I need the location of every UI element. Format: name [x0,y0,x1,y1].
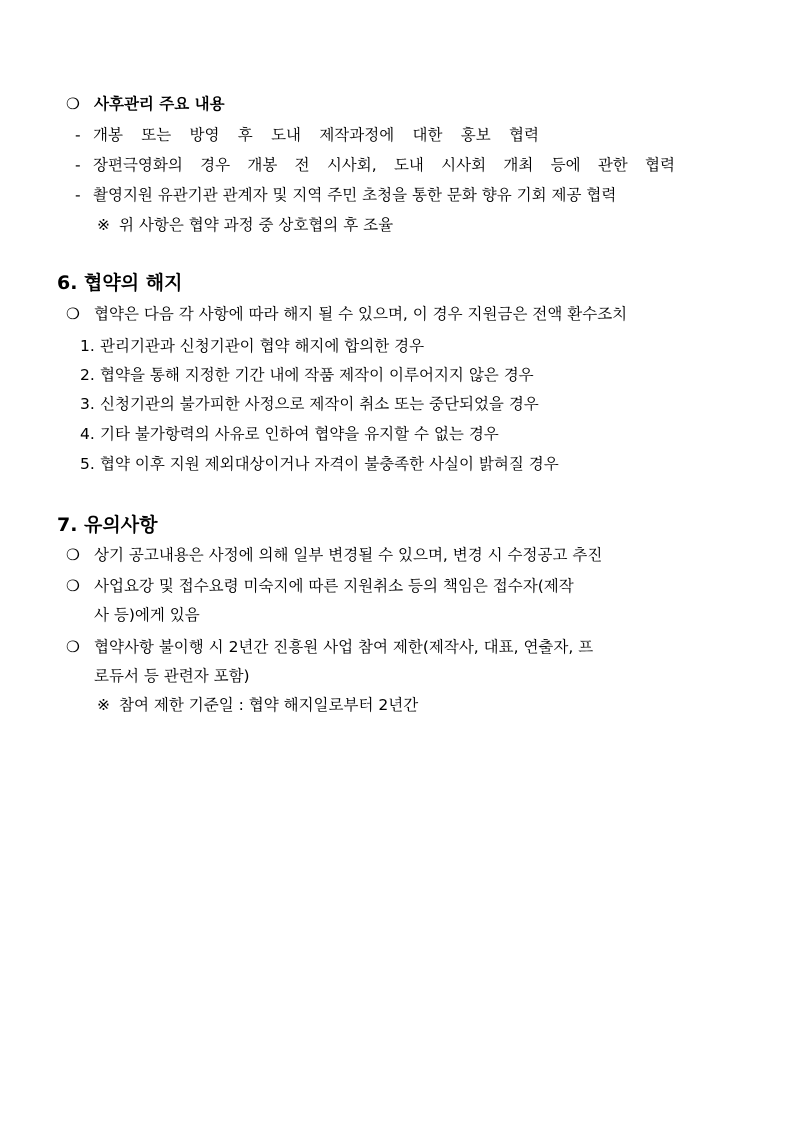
section7-item-3-cont: 로듀서 등 관련자 포함) [94,667,250,685]
section7-bullet: ❍ [66,546,80,564]
section6-item-3 [80,393,539,415]
section7-item-3 [66,636,593,658]
section7-item-2 [66,575,574,597]
section7-item-text: 상기 공고내용은 사정에 의해 일부 변경될 수 있으며, 변경 시 수정공고 추진 [94,546,603,564]
item-number: 4. [80,425,95,443]
section6-item-4 [80,423,499,445]
aftercare-title-line [66,93,225,115]
aftercare-item-2 [75,154,675,176]
section7-bullet: ❍ [66,638,80,656]
item-text: 협약 이후 지원 제외대상이거나 자격이 불충족한 사실이 밝혀질 경우 [100,455,559,473]
aftercare-bullet: ❍ [66,95,80,113]
aftercare-dash: - [75,156,81,174]
note-mark: ※ [97,696,110,714]
section6-intro [66,303,627,325]
item-number: 1. [80,337,95,355]
item-number: 2. [80,366,95,384]
item-text: 협약을 통해 지정한 기간 내에 작품 제작이 이루어지지 않은 경우 [100,366,534,384]
section7-note-text: 참여 제한 기준일 : 협약 해지일로부터 2년간 [119,696,419,714]
section6-heading: 6. 협약의 해지 [57,272,183,294]
item-number: 3. [80,395,95,413]
aftercare-dash: - [75,186,81,204]
aftercare-item-text: 촬영지원 유관기관 관계자 및 지역 주민 초청을 통한 문화 향유 기회 제공 협력 [93,186,617,204]
section6-item-1 [80,335,424,357]
note-mark: ※ [97,216,110,234]
aftercare-item-text: 개봉 또는 방영 후 도내 제작과정에 대한 홍보 협력 [93,126,539,144]
aftercare-item-3 [75,184,616,206]
aftercare-item-text: 장편극영화의 경우 개봉 전 시사회, 도내 시사회 개최 등에 관한 협력 [93,156,675,174]
section6-item-5 [80,453,559,475]
aftercare-dash: - [75,126,81,144]
section6-bullet: ❍ [66,305,80,323]
section6-intro-text: 협약은 다음 각 사항에 따라 해지 될 수 있으며, 이 경우 지원금은 전액 환수조치 [94,305,628,323]
section7-item-2-cont: 사 등)에게 있음 [94,606,200,624]
section7-heading: 7. 유의사항 [57,514,158,536]
section6-item-2 [80,364,534,386]
section7-item-text: 협약사항 불이행 시 2년간 진흥원 사업 참여 제한(제작사, 대표, 연출자, 프 [94,638,594,656]
section7-item-text: 사업요강 및 접수요령 미숙지에 따른 지원취소 등의 책임은 접수자(제작 [94,577,574,595]
item-number: 5. [80,455,95,473]
item-text: 관리기관과 신청기관이 협약 해지에 합의한 경우 [100,337,425,355]
item-text: 기타 불가항력의 사유로 인하여 협약을 유지할 수 없는 경우 [100,425,499,443]
aftercare-note-text: 위 사항은 협약 과정 중 상호협의 후 조율 [119,216,394,234]
section7-note [97,694,418,716]
aftercare-title: 사후관리 주요 내용 [94,95,225,113]
aftercare-note [97,214,393,236]
section7-item-1 [66,544,602,566]
item-text: 신청기관의 불가피한 사정으로 제작이 취소 또는 중단되었을 경우 [100,395,539,413]
aftercare-item-1 [75,124,539,146]
section7-bullet: ❍ [66,577,80,595]
